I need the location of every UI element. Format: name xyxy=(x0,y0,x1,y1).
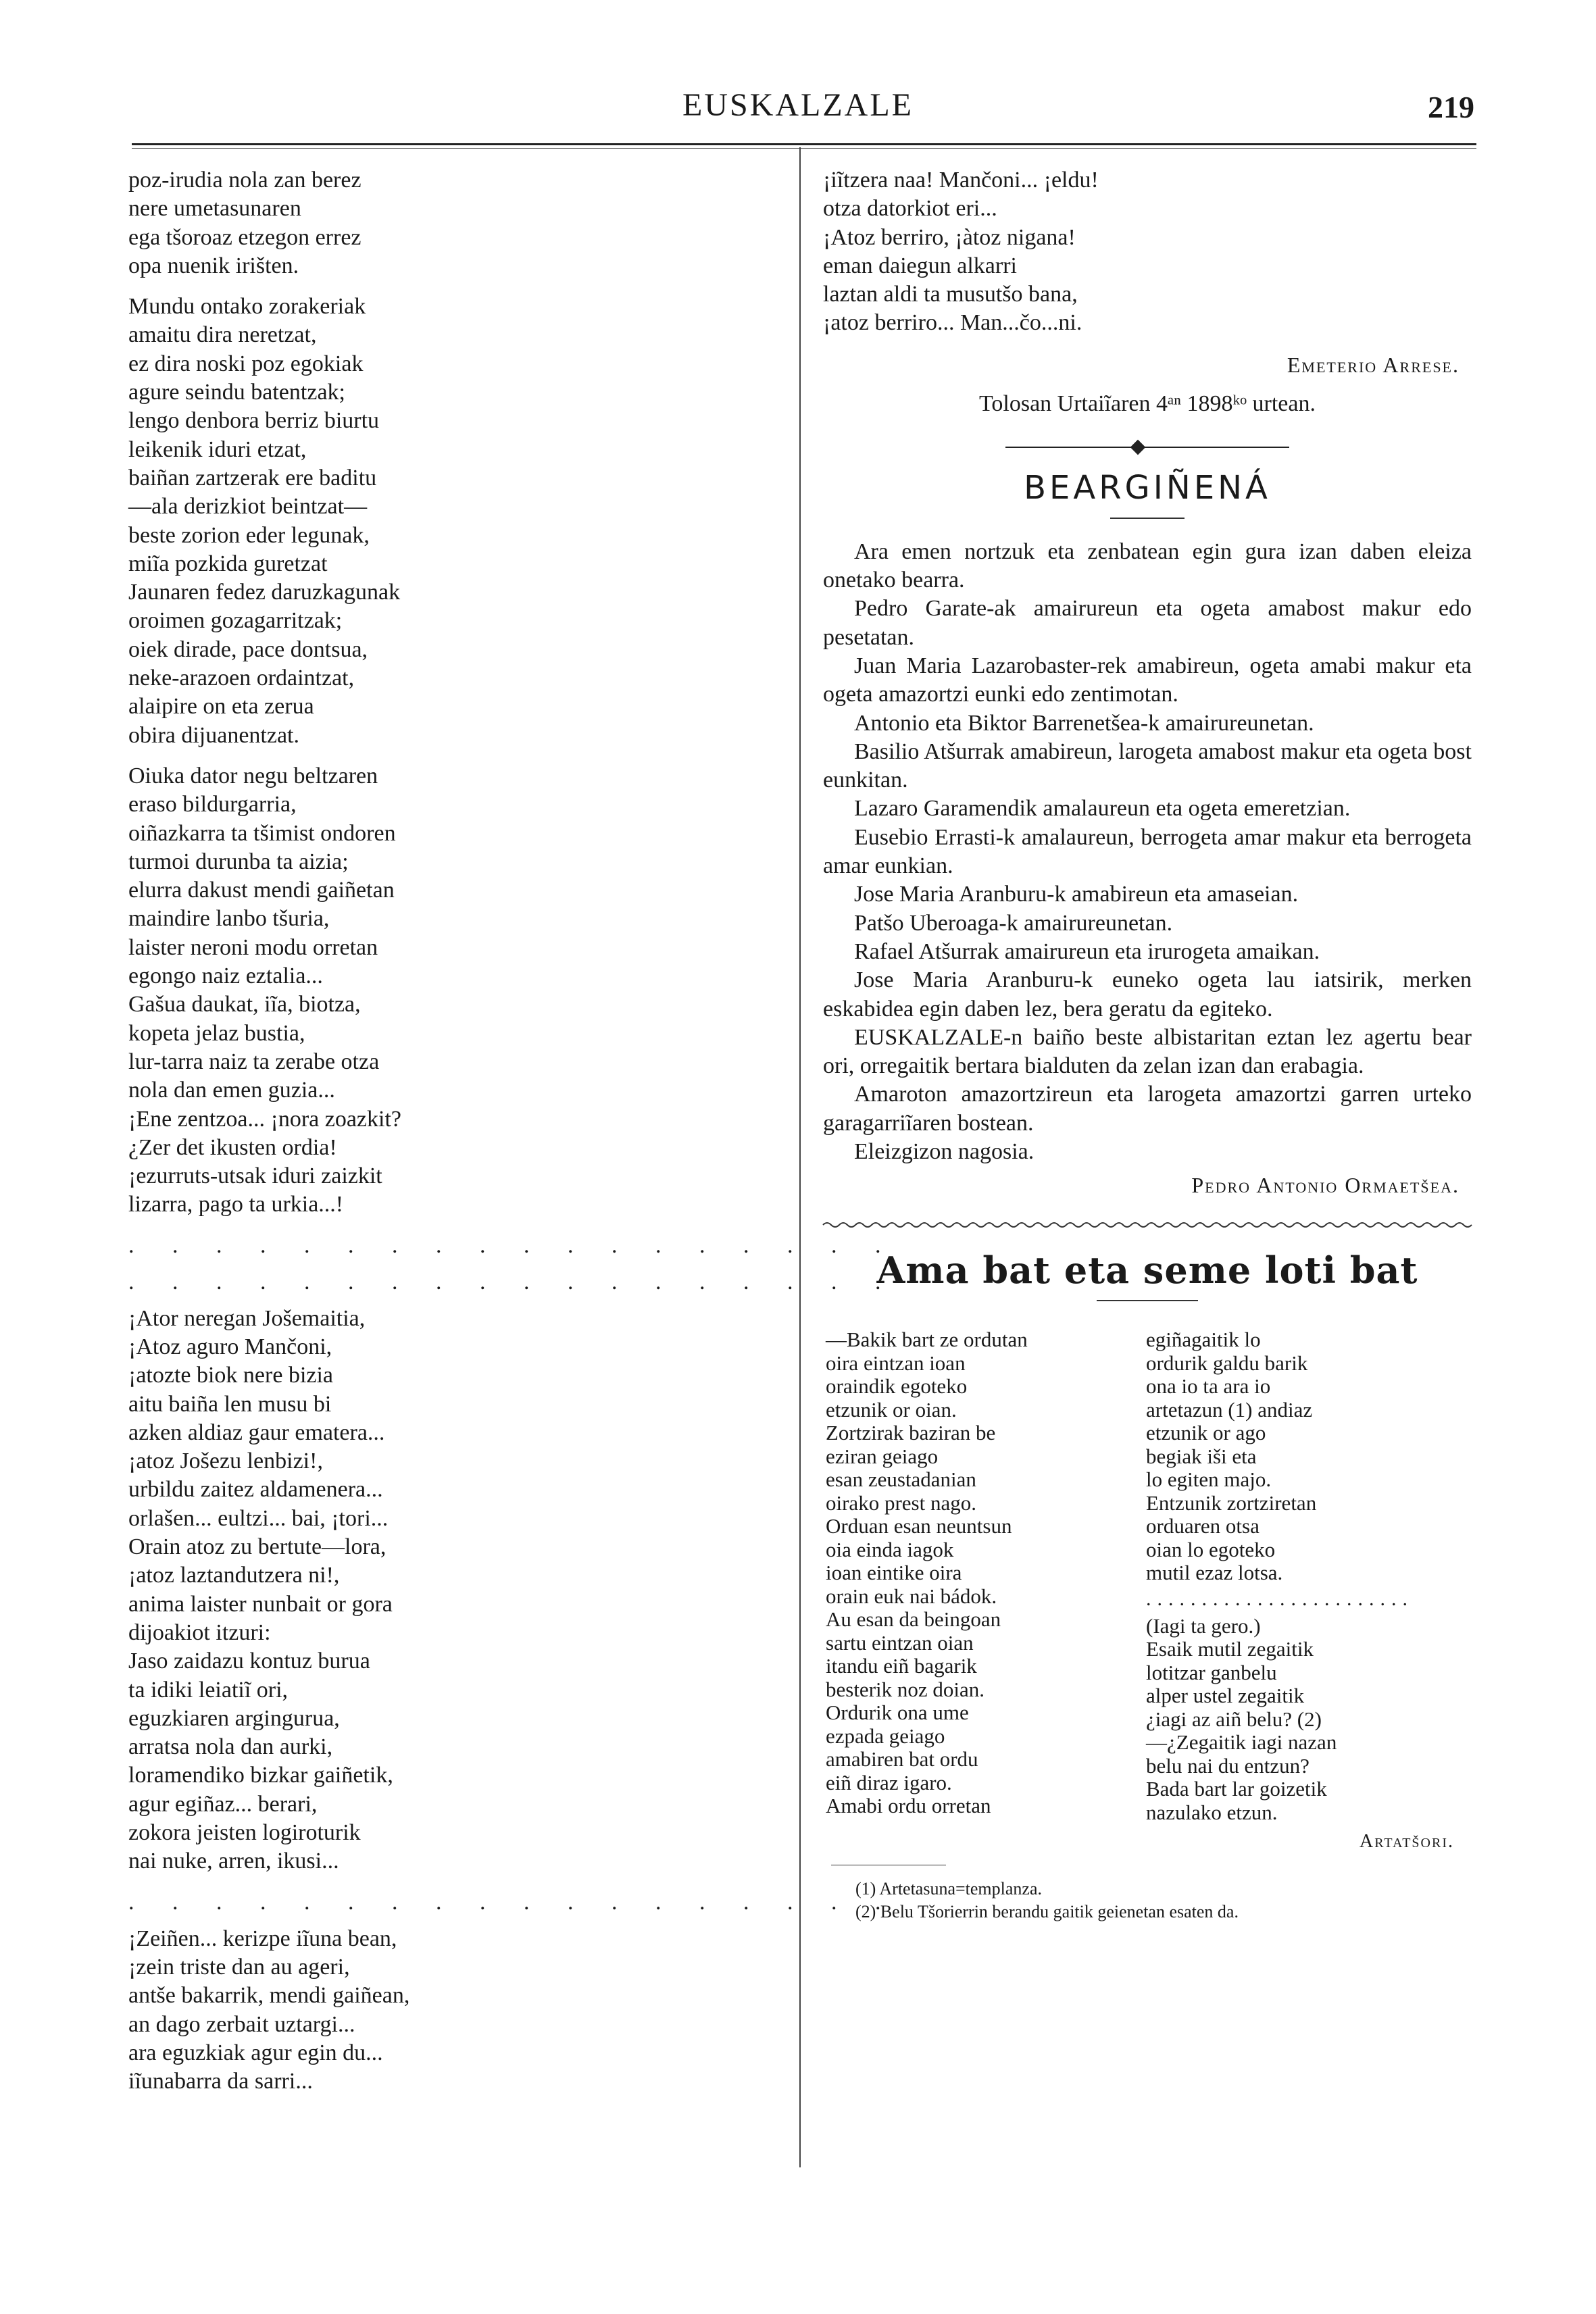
verse-line: elurra dakust mendi gaiñetan xyxy=(128,878,395,903)
verse-line: oian lo egoteko xyxy=(1146,1537,1276,1561)
verse-line: iĩunabarra da sarri... xyxy=(128,2069,313,2094)
wavy-divider xyxy=(823,1220,1472,1230)
column-divider xyxy=(799,147,801,2167)
verse-line: Jaunaren fedez daruzkagunak xyxy=(128,580,401,605)
verse-line: amaitu dira neretzat, xyxy=(128,322,317,348)
verse-line: orlašen... eultzi... bai, ¡tori... xyxy=(128,1505,389,1531)
article-paragraph: Jose Maria Aranburu-k amabireun eta amaseian. xyxy=(854,882,1299,907)
verse-line: ordurik galdu barik xyxy=(1146,1351,1308,1375)
verse-line: esan zeustadanian xyxy=(826,1467,976,1492)
verse-line: ¡atoz berriro... Man...čo...ni. xyxy=(823,310,1082,336)
verse-line: an dago zerbait uztargi... xyxy=(128,2011,355,2037)
verse-line: eguzkiaren argingurua, xyxy=(128,1705,340,1731)
verse-line: etzunik or oian. xyxy=(826,1397,957,1422)
running-title: EUSKALZALE xyxy=(682,87,914,123)
verse-line: alaipire on eta zerua xyxy=(128,694,314,720)
verse-line: Gašua daukat, iĩa, biotza, xyxy=(128,992,361,1017)
article-paragraph: Patšo Uberoaga-k amairureunetan. xyxy=(854,910,1173,936)
verse-line: ¡atoz laztandutzera ni!, xyxy=(128,1563,340,1588)
poem-stanza-3 xyxy=(128,762,791,1219)
verse-line: oirako prest nago. xyxy=(826,1490,976,1515)
article-paragraph: Lazaro Garamendik amalaureun eta ogeta emeretzian. xyxy=(854,796,1351,822)
ornament-line xyxy=(1005,447,1289,448)
verse-line: etzunik or ago xyxy=(1146,1421,1266,1445)
article-paragraph: Antonio eta Biktor Barrenetšea-k amairureunetan. xyxy=(854,710,1314,736)
poem-stanza-2 xyxy=(128,293,791,750)
verse-line: ¡atozte biok nere bizia xyxy=(128,1363,334,1388)
header-rule-thin xyxy=(132,148,1476,149)
verse-line: dijoakiot itzuri: xyxy=(128,1619,271,1645)
poem-stanza-1 xyxy=(128,166,791,280)
verse-line: ¡zein triste dan au ageri, xyxy=(128,1954,350,1980)
ellipsis-row: . . . . . . . . . . . . . . . . . . xyxy=(128,1889,897,1915)
article-paragraph: Eleizgizon nagosia. xyxy=(854,1139,1034,1165)
verse-line: neke-arazoen ordaintzat, xyxy=(128,665,355,691)
verse-line: Zortzirak baziran be xyxy=(826,1421,996,1445)
verse-line: anima laister nunbait or gora xyxy=(128,1591,393,1617)
verse-line: Jaso zaidazu kontuz burua xyxy=(128,1649,370,1674)
ellipsis-row: . . . . . . . . . . . . . . . . . . xyxy=(128,1269,897,1294)
verse-line: artetazun (1) andiaz xyxy=(1146,1397,1313,1422)
poem-column-b-part1 xyxy=(1146,1328,1464,1585)
verse-line: ezpada geiago xyxy=(826,1724,945,1748)
verse-line: nola dan emen guzia... xyxy=(128,1078,335,1103)
verse-line: laister neroni modu orretan xyxy=(128,934,378,960)
verse-line: Bada bart lar goizetik xyxy=(1146,1777,1327,1801)
article-paragraph: Amaroton amazortzireun eta larogeta amazortzi garren urteko garagarriĩaren bostean. xyxy=(823,1082,1472,1136)
verse-line: arratsa nola dan aurki, xyxy=(128,1734,333,1760)
verse-line: Ordurik ona ume xyxy=(826,1701,969,1725)
poem-stanza-4 xyxy=(128,1305,791,1876)
verse-line: lotitzar ganbelu xyxy=(1146,1660,1277,1684)
article-paragraph: Basilio Atšurrak amabireun, larogeta amabost makur eta ogeta bost eunkitan. xyxy=(823,738,1472,793)
poem-stanza-continued xyxy=(823,166,1472,338)
verse-line: sartu eintzan oian xyxy=(826,1630,974,1655)
verse-line: begiak iši eta xyxy=(1146,1444,1257,1468)
verse-line: ¡iĩtzera naa! Mančoni... ¡eldu! xyxy=(823,168,1099,193)
verse-line: ¡atoz Jošezu lenbizi!, xyxy=(128,1449,323,1474)
verse-line: egongo naiz eztalia... xyxy=(128,963,323,989)
poem-column-b-part2 xyxy=(1146,1615,1464,1825)
verse-line: itandu eiñ bagarik xyxy=(826,1654,977,1678)
poem-title: Ama bat eta seme loti bat xyxy=(876,1249,1418,1292)
article-paragraph: Pedro Garate-ak amairureun eta ogeta amabost makur edo pesetatan. xyxy=(823,596,1472,650)
verse-line: loramendiko bizkar gaiñetik, xyxy=(128,1763,393,1788)
verse-line: Oiuka dator negu beltzaren xyxy=(128,763,378,788)
ornament-divider xyxy=(823,434,1472,461)
author-signature: Emeterio Arrese. xyxy=(1287,352,1460,377)
verse-line: ¡Atoz aguro Mančoni, xyxy=(128,1334,332,1359)
verse-line: oira eintzan ioan xyxy=(826,1351,966,1375)
verse-line: besterik noz doian. xyxy=(826,1677,985,1701)
ellipsis-row: . . . . . . . . . . . . . . . . . . xyxy=(128,1232,897,1258)
article-body xyxy=(823,538,1472,1167)
poem-signature: Artatšori. xyxy=(1360,1831,1454,1853)
verse-line: agure seindu batentzak; xyxy=(128,380,345,405)
verse-line: eman daiegun alkarri xyxy=(823,253,1017,278)
verse-line: antše bakarrik, mendi gaiñean, xyxy=(128,1983,410,2009)
verse-line: egiñagaitik lo xyxy=(1146,1328,1261,1352)
verse-line: ona io ta ara io xyxy=(1146,1374,1271,1399)
article-paragraph: Eusebio Errasti-k amalaureun, berrogeta amar makur eta berrogeta amar eunkian. xyxy=(823,824,1472,879)
verse-line: zokora jeisten logiroturik xyxy=(128,1820,361,1846)
article-paragraph: Ara emen nortzuk eta zenbatean egin gura izan daben eleiza onetako bearra. xyxy=(823,538,1472,593)
header-rule xyxy=(132,143,1476,145)
verse-line: eiñ diraz igaro. xyxy=(826,1770,952,1794)
verse-line: agur egiñaz... berari, xyxy=(128,1791,318,1817)
verse-line: ¡Ene zentzoa... ¡nora zoazkit? xyxy=(128,1106,401,1132)
verse-line: poz-irudia nola zan berez xyxy=(128,168,361,193)
verse-line: mutil ezaz lotsa. xyxy=(1146,1561,1283,1585)
verse-line: ¡ezurruts-utsak iduri zaizkit xyxy=(128,1163,382,1189)
verse-line: ez dira noski poz egokiak xyxy=(128,351,364,376)
article-signature: Pedro Antonio Ormaetšea. xyxy=(1191,1173,1460,1198)
right-column xyxy=(823,166,1472,1923)
verse-line: lizarra, pago ta urkia...! xyxy=(128,1192,344,1217)
article-paragraph: EUSKALZALE-n baiño beste albistaritan eztan lez agertu bear ori, orregaitik bertara bialduten da zelan izan dan erabagia. xyxy=(823,1024,1472,1079)
verse-line: opa nuenik irišten. xyxy=(128,253,299,278)
verse-line: ara eguzkiak agur egin du... xyxy=(128,2040,383,2065)
verse-line: turmoi durunba ta aizia; xyxy=(128,849,349,874)
verse-line: urbildu zaitez aldamenera... xyxy=(128,1477,383,1503)
verse-line: nazulako etzun. xyxy=(1146,1800,1278,1824)
poem-two-columns xyxy=(823,1328,1472,1853)
poem-title-underline xyxy=(1097,1300,1198,1301)
page-number: 219 xyxy=(1428,90,1474,124)
verse-line: ioan eintike oira xyxy=(826,1561,962,1585)
article-paragraph: Jose Maria Aranburu-k euneko ogeta lau iatsirik, merken eskabidea egin daben lez, bera geratu da egiteko. xyxy=(823,967,1472,1022)
footnote-2: (2) Belu Tšorierrin berandu gaitik geienetan esaten da. xyxy=(855,1902,1239,1922)
verse-line: lengo denbora berriz biurtu xyxy=(128,408,380,434)
verse-line: Amabi ordu orretan xyxy=(826,1794,991,1818)
verse-line: lo egiten majo. xyxy=(1146,1467,1272,1492)
verse-line: —ala derizkiot beintzat— xyxy=(128,494,368,520)
ornament-diamond-icon xyxy=(1130,439,1146,455)
verse-line: beste zorion eder legunak, xyxy=(128,522,370,548)
verse-line: oroimen gozagarritzak; xyxy=(128,608,343,634)
footnote-1: (1) Artetasuna=templanza. xyxy=(855,1879,1042,1899)
verse-line: nai nuke, arren, ikusi... xyxy=(128,1848,339,1874)
wavy-line-icon xyxy=(823,1220,1472,1230)
verse-line: orduaren otsa xyxy=(1146,1514,1260,1538)
verse-line: Au esan da beingoan xyxy=(826,1607,1001,1632)
verse-line: nere umetasunaren xyxy=(128,196,301,222)
verse-line: eziran geiago xyxy=(826,1444,939,1468)
verse-line: ¡Zeiñen... kerizpe iĩuna bean, xyxy=(128,1926,397,1951)
poem-column-b xyxy=(1146,1328,1464,1855)
verse-line: aitu baiña len musu bi xyxy=(128,1391,332,1417)
poem-column-a xyxy=(826,1328,1130,1818)
verse-line: ta idiki leiatiĩ ori, xyxy=(128,1677,289,1703)
verse-line: laztan aldi ta musutšo bana, xyxy=(823,282,1078,307)
running-head xyxy=(0,86,1596,127)
verse-line: azken aldiaz gaur ematera... xyxy=(128,1419,385,1445)
verse-line: leikenik iduri etzat, xyxy=(128,436,307,462)
verse-line: ¿Zer det ikusten ordia! xyxy=(128,1134,337,1160)
verse-line: orain euk nai bádok. xyxy=(826,1584,997,1608)
verse-line: baiñan zartzerak ere baditu xyxy=(128,465,377,491)
verse-line: alper ustel zegaitik xyxy=(1146,1684,1305,1708)
poem-stanza-5 xyxy=(128,1925,791,2096)
verse-line: —¿Zegaitik iagi nazan xyxy=(1146,1730,1337,1755)
verse-line: Orduan esan neuntsun xyxy=(826,1514,1012,1538)
article-paragraph: Rafael Atšurrak amairureun eta irurogeta amaikan. xyxy=(854,938,1320,964)
verse-line: Esaik mutil zegaitik xyxy=(1146,1637,1314,1661)
ellipsis-row: ........................ xyxy=(1146,1587,1414,1610)
verse-line: Orain atoz zu bertute—lora, xyxy=(128,1534,386,1560)
dateline: Tolosan Urtaiĩaren 4ᵃⁿ 1898ᵏᵒ urtean. xyxy=(979,391,1316,416)
verse-line: amabiren bat ordu xyxy=(826,1747,978,1771)
verse-line: oia einda iagok xyxy=(826,1537,954,1561)
verse-line: ¡Ator neregan Jošemaitia, xyxy=(128,1305,366,1331)
verse-line: oraindik egoteko xyxy=(826,1374,968,1399)
title-underline xyxy=(1110,518,1184,519)
verse-line: lur-tarra naiz ta zerabe otza xyxy=(128,1049,380,1074)
article-paragraph: Juan Maria Lazarobaster-rek amabireun, ogeta amabi makur eta ogeta amazortzi eunki edo zentimotan. xyxy=(823,653,1472,707)
verse-line: ¿iagi az aiñ belu? (2) xyxy=(1146,1707,1322,1731)
verse-line: belu nai du entzun? xyxy=(1146,1753,1310,1778)
verse-line: miĩa pozkida guretzat xyxy=(128,551,328,576)
verse-line: oiñazkarra ta tšimist ondoren xyxy=(128,820,396,846)
verse-line: ega tšoroaz etzegon errez xyxy=(128,224,361,250)
verse-line: (Iagi ta gero.) xyxy=(1146,1613,1261,1638)
verse-line: maindire lanbo tšuria, xyxy=(128,906,330,932)
verse-line: oiek dirade, pace dontsua, xyxy=(128,636,368,662)
verse-line: obira dijuanentzat. xyxy=(128,722,300,748)
verse-line: —Bakik bart ze ordutan xyxy=(826,1328,1028,1352)
verse-line: otza datorkiot eri... xyxy=(823,196,997,222)
section-title: BEARGIÑENÁ xyxy=(1024,468,1271,507)
verse-line: eraso bildurgarria, xyxy=(128,792,297,818)
verse-line: Entzunik zortziretan xyxy=(1146,1490,1317,1515)
verse-line: Mundu ontako zorakeriak xyxy=(128,294,366,320)
verse-line: ¡Atoz berriro, ¡àtoz nigana! xyxy=(823,224,1076,250)
verse-line: kopeta jelaz bustia, xyxy=(128,1020,305,1046)
